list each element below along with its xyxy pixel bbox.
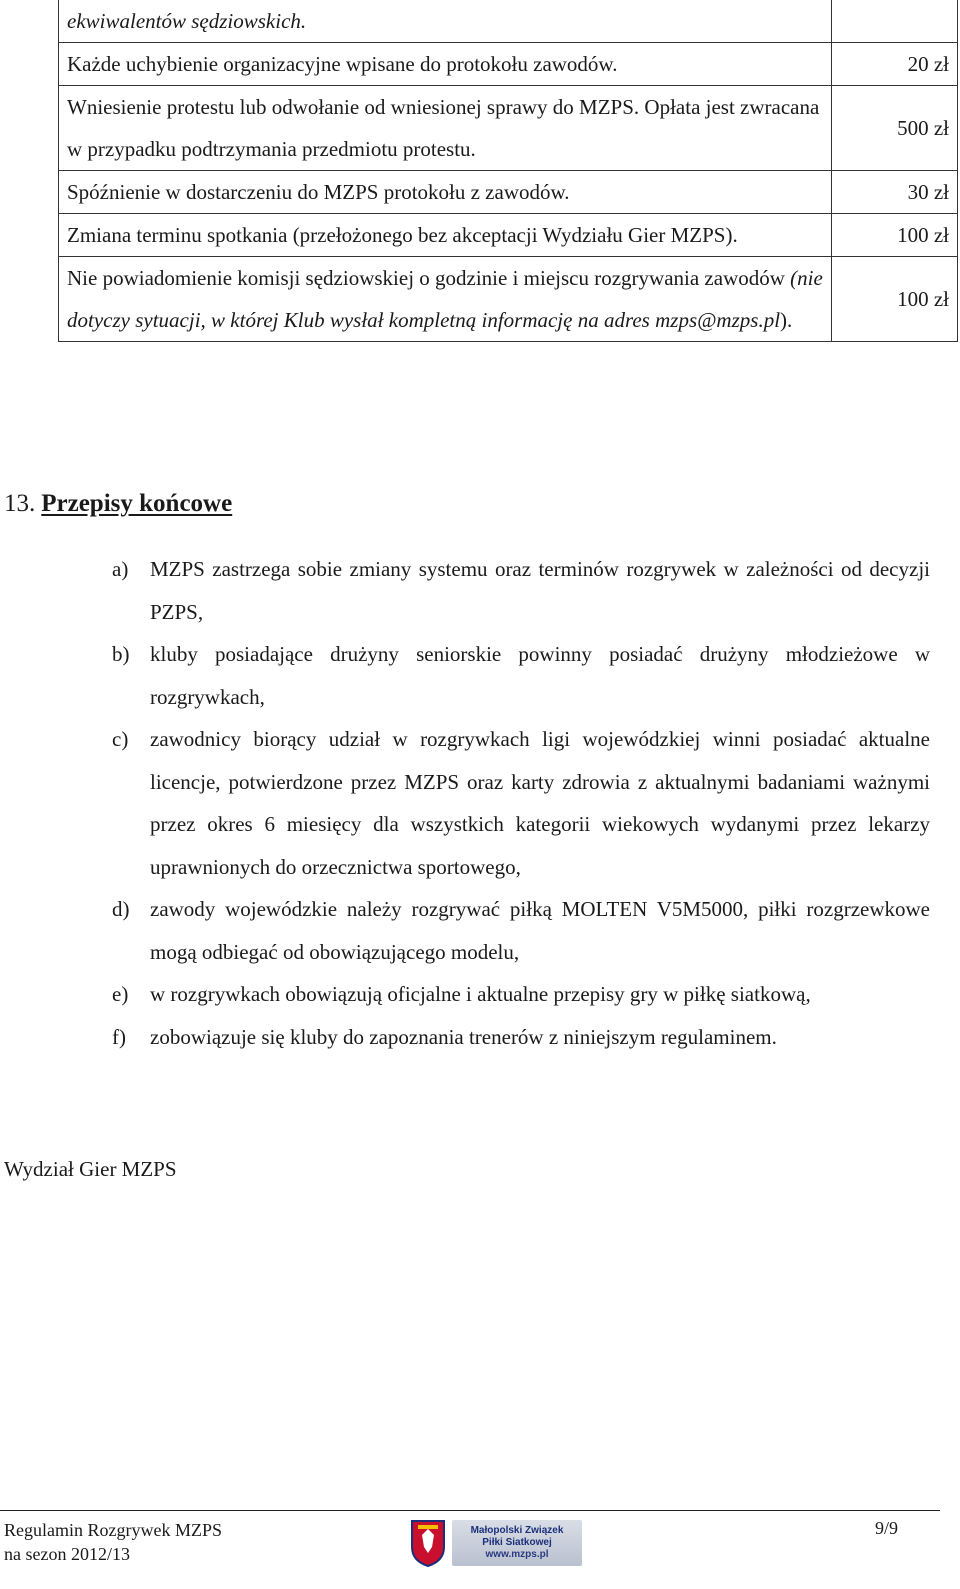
fine-description: Nie powiadomienie komisji sędziowskiej o godzinie i miejscu rozgrywania zawodów (nie dotyczy sytuacji, w której Klub wysłał kompletną informację na adres mzps@mzps.pl).	[59, 257, 832, 342]
fine-amount: 500 zł	[832, 86, 958, 171]
section-title: Przepisy końcowe	[41, 490, 233, 517]
list-marker: e)	[112, 982, 129, 1006]
fines-row	[59, 86, 958, 171]
signature: Wydział Gier MZPS	[4, 1157, 177, 1181]
fine-description: Wniesienie protestu lub odwołanie od wniesionej sprawy do MZPS. Opłata jest zwracana w przypadku podtrzymania przedmiotu protestu.	[59, 86, 832, 171]
list-marker: f)	[112, 1024, 126, 1049]
page-number: 9/9	[874, 1518, 898, 1538]
fines-row	[59, 43, 958, 86]
fines-row	[59, 257, 958, 342]
provisions-list	[112, 548, 930, 1058]
list-item-text: zawody wojewódzkie należy rozgrywać piłką MOLTEN V5M5000, piłki rozgrzewkowe mogą odbiegać od obowiązującego modelu,	[150, 897, 930, 964]
footer-season: na sezon 2012/13	[4, 1544, 130, 1564]
section-number: 13.	[4, 490, 36, 517]
fines-row	[59, 214, 958, 257]
list-marker: d)	[112, 897, 130, 921]
list-item-text: MZPS zastrzega sobie zmiany systemu oraz terminów rozgrywek w zależności od decyzji PZPS,	[150, 557, 930, 624]
crest-icon	[410, 1519, 446, 1567]
list-item	[112, 718, 930, 888]
fine-description: Zmiana terminu spotkania (przełożonego bez akceptacji Wydziału Gier MZPS).	[59, 214, 832, 257]
fine-amount: 20 zł	[832, 43, 958, 86]
list-item-text: kluby posiadające drużyny seniorskie powinny posiadać drużyny młodzieżowe w rozgrywkach,	[150, 642, 930, 709]
footer-divider	[0, 1510, 940, 1511]
list-item-text: zobowiązuje się kluby do zapoznania trenerów z niniejszym regulaminem.	[150, 1024, 777, 1049]
fine-amount: 30 zł	[832, 171, 958, 214]
list-item-text: zawodnicy biorący udział w rozgrywkach ligi wojewódzkiej winni posiadać aktualne licencje, potwierdzone przez MZPS oraz karty zdrowia z aktualnymi badaniami ważnymi przez okres 6 miesięcy dla wszystkich kategorii wiekowych wydanymi przez lekarzy uprawnionych do orzecznictwa sportowego,	[150, 727, 930, 879]
list-item	[112, 548, 930, 633]
section-heading	[4, 490, 232, 518]
fine-description: Każde uchybienie organizacyjne wpisane do protokołu zawodów.	[59, 43, 832, 86]
logo-text: Małopolski Związek Piłki Siatkowej www.mzps.pl	[452, 1520, 582, 1566]
list-item	[112, 888, 930, 973]
list-item	[112, 1016, 930, 1059]
list-marker: b)	[112, 642, 130, 666]
list-marker: a)	[112, 557, 129, 581]
fines-table	[58, 0, 958, 342]
fine-amount: 100 zł	[832, 257, 958, 342]
fines-row	[59, 171, 958, 214]
fine-description: ekwiwalentów sędziowskich.	[59, 0, 832, 43]
list-item	[112, 973, 930, 1016]
list-item	[112, 633, 930, 718]
footer-doc-info	[4, 1518, 222, 1566]
fine-amount	[832, 0, 958, 43]
fine-amount: 100 zł	[832, 214, 958, 257]
fine-description: Spóźnienie w dostarczeniu do MZPS protokołu z zawodów.	[59, 171, 832, 214]
list-item-text: w rozgrywkach obowiązują oficjalne i aktualne przepisy gry w piłkę siatkową,	[150, 982, 811, 1006]
mzps-logo	[410, 1518, 582, 1568]
footer-doc-title: Regulamin Rozgrywek MZPS	[4, 1520, 222, 1540]
fines-row	[59, 0, 958, 43]
list-marker: c)	[112, 727, 129, 751]
